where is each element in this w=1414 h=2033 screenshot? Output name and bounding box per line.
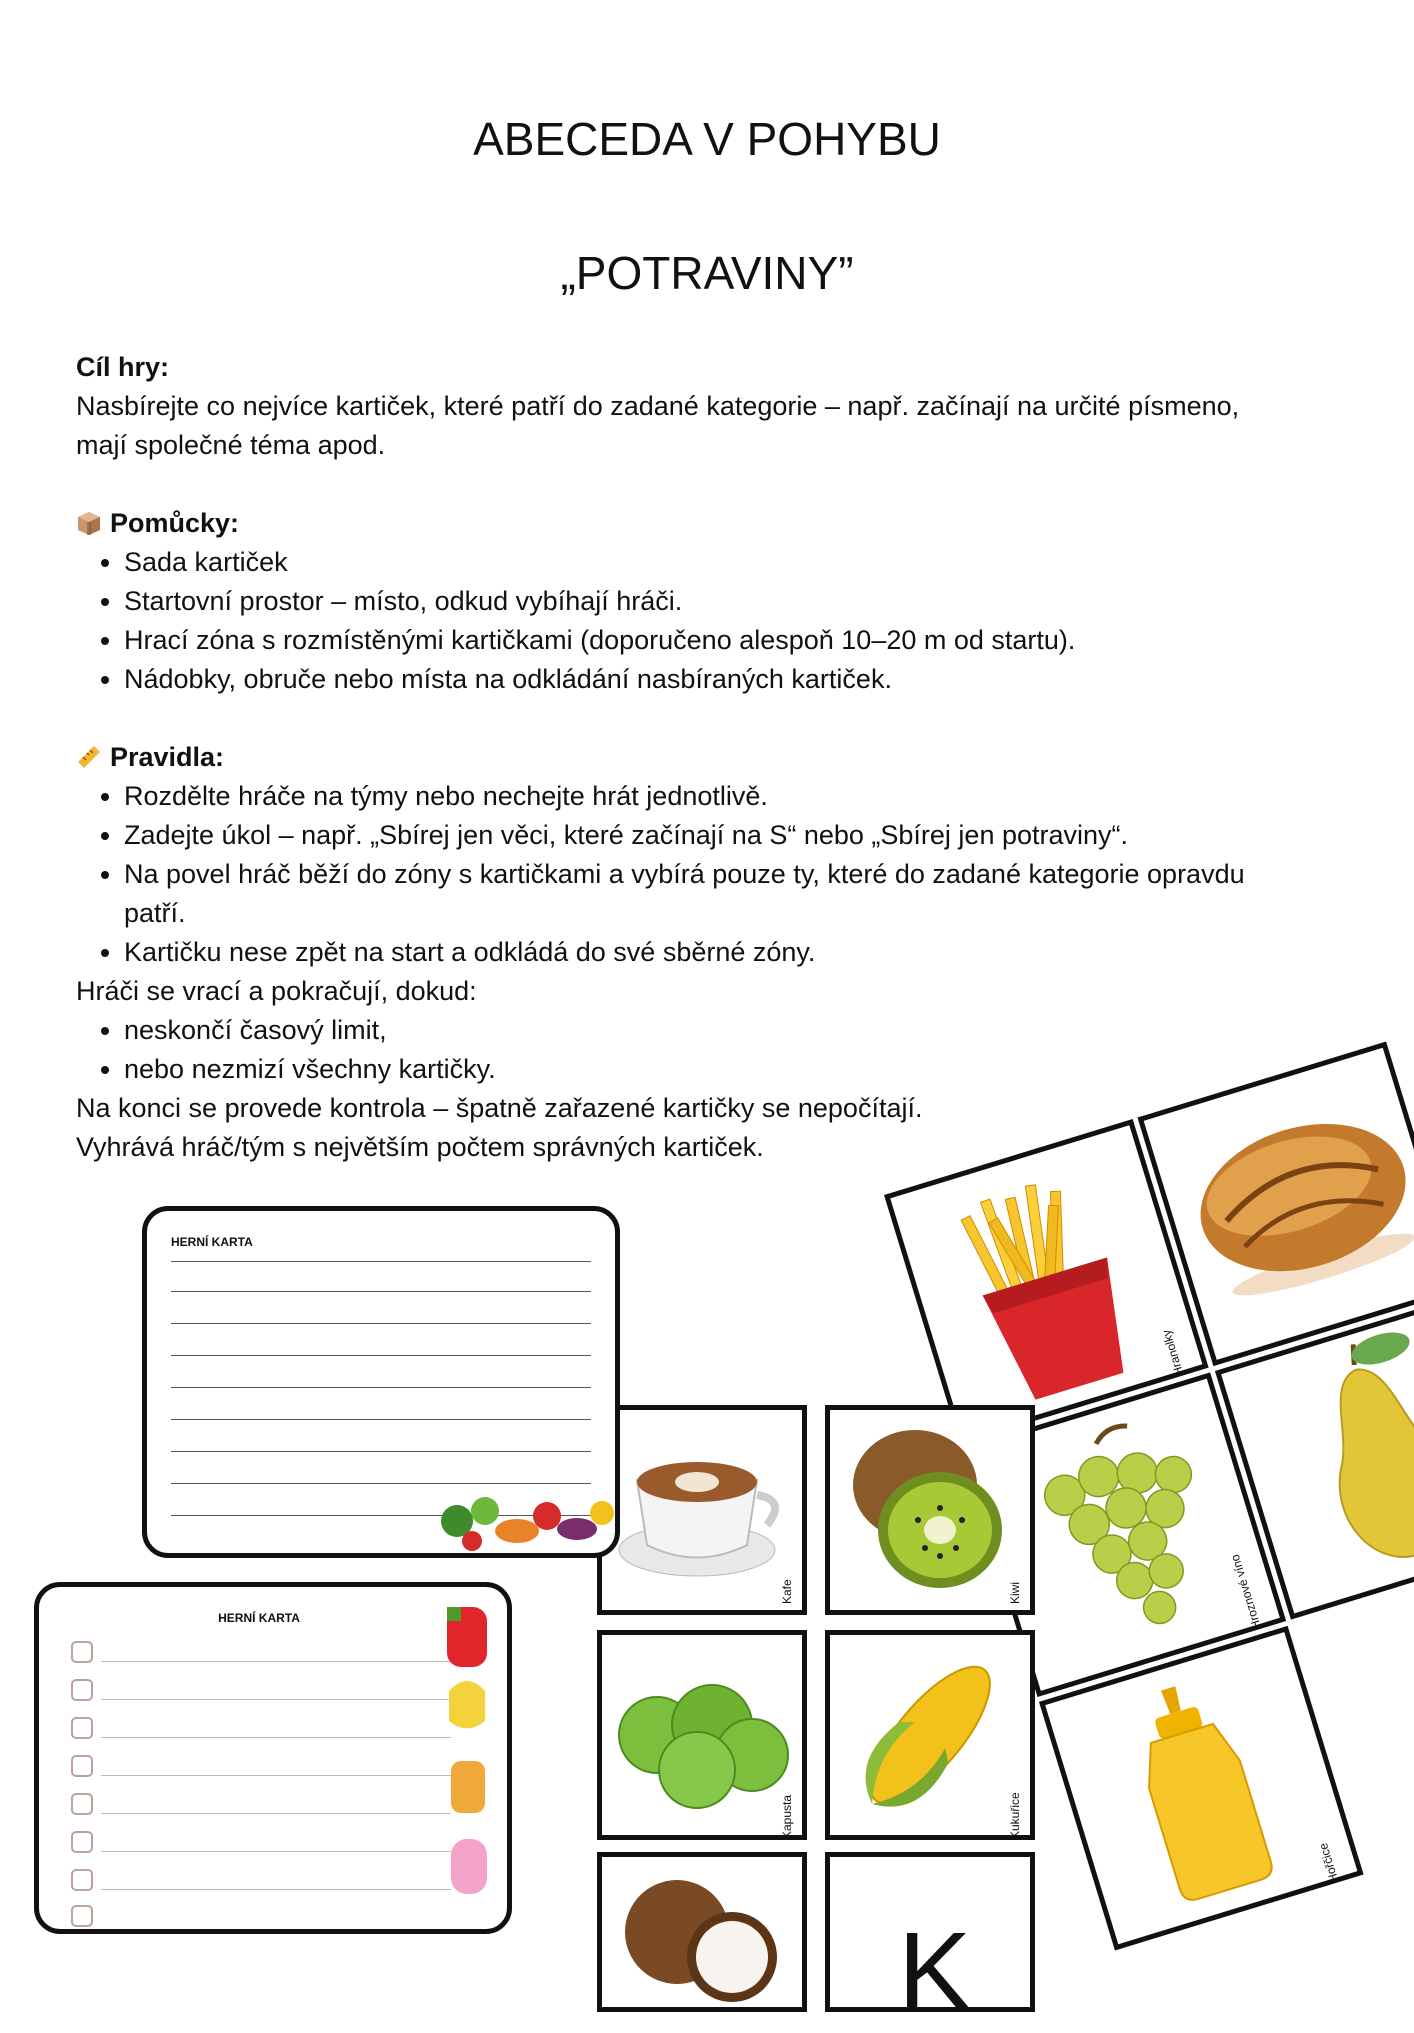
list-item: • nebo nezmizí všechny kartičky.: [124, 1050, 1336, 1089]
tile-letter: [825, 1852, 1035, 2033]
vegetables-icon: [437, 1481, 617, 1556]
list-item: • Startovní prostor – místo, odkud vybíhají hráči.: [124, 582, 1336, 621]
tools-heading: Pomůcky:: [110, 508, 240, 538]
list-item: • neskončí časový limit,: [124, 1011, 1336, 1050]
list-item: • Zadejte úkol – např. „Sbírej jen věci, které začínají na S“ nebo „Sbírej jen potraviny“.: [124, 816, 1336, 855]
until-list: [76, 1011, 1336, 1089]
game-card-2: [34, 1582, 512, 1934]
checkbox[interactable]: [71, 1905, 93, 1927]
tile-kiwi: [825, 1405, 1035, 1615]
list-item: • Hrací zóna s rozmístěnými kartičkami (doporučeno alespoň 10–20 m od startu).: [124, 621, 1336, 660]
list-item: • Sada kartiček: [124, 543, 1336, 582]
package-icon: [76, 510, 102, 536]
cabbage-icon: [602, 1635, 802, 1835]
ruler-icon: [76, 744, 102, 770]
list-item: • Kartičku nese zpět na start a odkládá do své sběrné zóny.: [124, 933, 1336, 972]
tile-label: Hořčice: [1316, 1841, 1342, 1885]
kiwi-icon: [830, 1410, 1030, 1610]
corn-icon: [830, 1635, 1030, 1835]
tile-label: Kiwi: [1008, 1581, 1022, 1604]
tile-label: Kukuřice: [1008, 1792, 1022, 1839]
tile-label: Kafe: [780, 1579, 794, 1604]
checkbox[interactable]: [71, 1641, 93, 1663]
game-card-1: [142, 1206, 620, 1558]
goal-text-2: mají společné téma apod.: [76, 430, 386, 460]
tools-list: [76, 543, 1336, 699]
rules-list: [76, 777, 1336, 972]
tile-kukurice: [825, 1630, 1035, 1840]
goal-section: [76, 348, 1336, 465]
tile-kapusta: [597, 1630, 807, 1840]
card-title: HERNÍ KARTA: [218, 1611, 300, 1625]
page-title: ABECEDA V POHYBU: [473, 113, 941, 165]
checkbox[interactable]: [71, 1831, 93, 1853]
rules-end-1: Na konci se provede kontrola – špatně zařazené kartičky se nepočítají.: [76, 1093, 923, 1123]
rules-heading: Pravidla:: [110, 742, 225, 772]
checkbox[interactable]: [71, 1717, 93, 1739]
list-item: • Na povel hráč běží do zóny s kartičkami a vybírá pouze ty, které do zadané kategorie opravdu patří.: [124, 855, 1336, 933]
tile-kafe: [597, 1405, 807, 1615]
list-item: • Rozdělte hráče na týmy nebo nechejte hrát jednotlivě.: [124, 777, 1336, 816]
goal-text-1: Nasbírejte co nejvíce kartiček, které patří do zadané kategorie – např. začínají na určité písmeno,: [76, 391, 1240, 421]
card-title: HERNÍ KARTA: [171, 1235, 253, 1249]
fruit-letters-icon: [439, 1601, 499, 1921]
coffee-icon: [602, 1410, 802, 1610]
coconut-icon: [602, 1857, 802, 2007]
tile-coconut: [597, 1852, 807, 2012]
tile-label: Hroznové víno: [1227, 1552, 1264, 1631]
tile-label: Hranolky: [1159, 1328, 1187, 1378]
checkbox[interactable]: [71, 1793, 93, 1815]
rules-section: [76, 738, 1336, 1167]
checkbox[interactable]: [71, 1755, 93, 1777]
checkbox[interactable]: [71, 1869, 93, 1891]
checkbox[interactable]: [71, 1679, 93, 1701]
page-subtitle: „POTRAVINY”: [560, 247, 854, 299]
rules-continue: Hráči se vrací a pokračují, dokud:: [76, 976, 477, 1006]
goal-heading: Cíl hry:: [76, 352, 170, 382]
tile-letter-k: K: [898, 1910, 972, 2033]
tools-section: [76, 504, 1336, 699]
tile-label: Kapusta: [780, 1794, 794, 1839]
rules-end-2: Vyhrává hráč/tým s největším počtem správných kartiček.: [76, 1132, 764, 1162]
list-item: • Nádobky, obruče nebo místa na odkládání nasbíraných kartiček.: [124, 660, 1336, 699]
